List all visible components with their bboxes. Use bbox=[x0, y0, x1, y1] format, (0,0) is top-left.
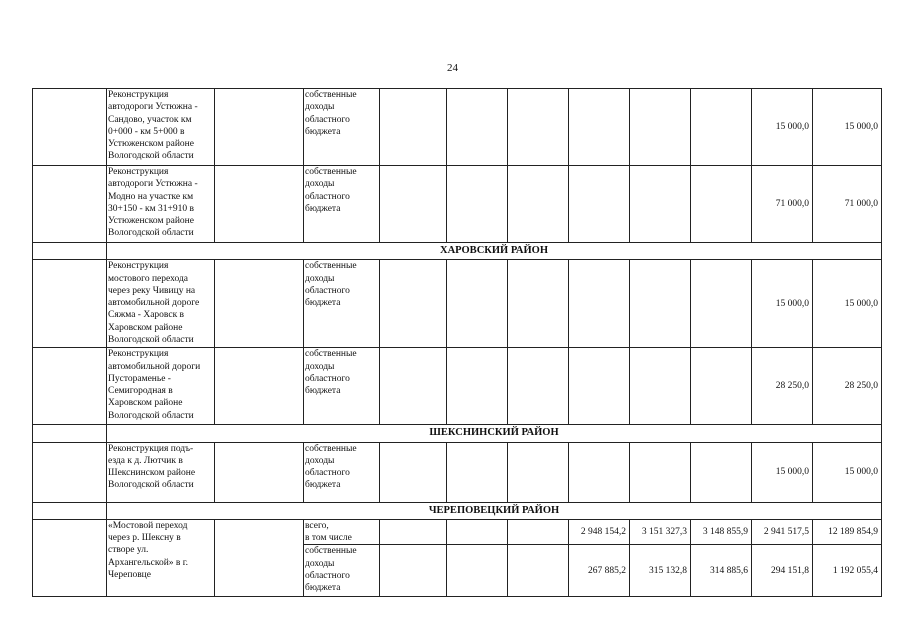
year-value-cell bbox=[691, 166, 752, 243]
funding-source-cell: всего, в том числе bbox=[304, 519, 380, 545]
empty-cell bbox=[447, 260, 508, 348]
funding-source-cell: собственные доходы областного бюджета bbox=[304, 166, 380, 243]
year-value-cell bbox=[691, 260, 752, 348]
empty-cell bbox=[33, 502, 107, 519]
object-name-cell: Реконструкция автомобильной дороги Пустораменье - Семигородная в Харовском районе Вологодской области bbox=[107, 348, 215, 425]
section-row bbox=[33, 243, 882, 260]
table-row bbox=[33, 519, 882, 545]
total-value-cell: 28 250,0 bbox=[813, 348, 882, 425]
year-value-cell: 15 000,0 bbox=[752, 260, 813, 348]
empty-cell bbox=[380, 89, 447, 166]
funding-source-cell: собственные доходы областного бюджета bbox=[304, 260, 380, 348]
table-row bbox=[33, 166, 882, 243]
year-value-cell bbox=[630, 442, 691, 502]
total-value-cell: 15 000,0 bbox=[813, 442, 882, 502]
total-value-cell: 71 000,0 bbox=[813, 166, 882, 243]
empty-cell bbox=[33, 260, 107, 348]
empty-cell bbox=[33, 89, 107, 166]
year-value-cell bbox=[691, 442, 752, 502]
empty-cell bbox=[447, 89, 508, 166]
year-value-cell bbox=[691, 89, 752, 166]
year-value-cell: 294 151,8 bbox=[752, 545, 813, 597]
empty-cell bbox=[447, 442, 508, 502]
total-value-cell: 1 192 055,4 bbox=[813, 545, 882, 597]
object-name-cell: «Мостовой переход через р. Шексну в створе ул. Архангельской» в г. Череповце bbox=[107, 519, 215, 597]
year-value-cell bbox=[569, 166, 630, 243]
year-value-cell bbox=[569, 89, 630, 166]
object-name-cell: Реконструкция подъ- езда к д. Лютчик в Шекснинском районе Вологодской области bbox=[107, 442, 215, 502]
year-value-cell bbox=[630, 260, 691, 348]
year-value-cell: 315 132,8 bbox=[630, 545, 691, 597]
empty-cell bbox=[380, 348, 447, 425]
empty-cell bbox=[508, 519, 569, 545]
table-row bbox=[33, 442, 882, 502]
empty-cell bbox=[33, 442, 107, 502]
table-row bbox=[33, 260, 882, 348]
empty-cell bbox=[380, 442, 447, 502]
section-row bbox=[33, 425, 882, 442]
year-value-cell bbox=[508, 260, 569, 348]
year-value-cell bbox=[630, 89, 691, 166]
empty-cell bbox=[380, 166, 447, 243]
year-value-cell: 2 948 154,2 bbox=[569, 519, 630, 545]
table-row bbox=[33, 89, 882, 166]
year-value-cell bbox=[569, 348, 630, 425]
empty-cell bbox=[215, 442, 304, 502]
empty-cell bbox=[33, 425, 107, 442]
empty-cell bbox=[447, 166, 508, 243]
year-value-cell bbox=[630, 166, 691, 243]
year-value-cell bbox=[569, 442, 630, 502]
year-value-cell: 267 885,2 bbox=[569, 545, 630, 597]
empty-cell bbox=[215, 519, 304, 597]
year-value-cell: 3 151 327,3 bbox=[630, 519, 691, 545]
empty-cell bbox=[33, 519, 107, 597]
empty-cell bbox=[215, 89, 304, 166]
budget-table bbox=[32, 88, 882, 597]
empty-cell bbox=[33, 243, 107, 260]
empty-cell bbox=[447, 519, 508, 545]
section-header: ШЕКСНИНСКИЙ РАЙОН bbox=[107, 425, 882, 442]
year-value-cell: 314 885,6 bbox=[691, 545, 752, 597]
year-value-cell: 3 148 855,9 bbox=[691, 519, 752, 545]
section-header: ХАРОВСКИЙ РАЙОН bbox=[107, 243, 882, 260]
year-value-cell bbox=[569, 260, 630, 348]
total-value-cell: 15 000,0 bbox=[813, 89, 882, 166]
empty-cell bbox=[215, 348, 304, 425]
year-value-cell: 15 000,0 bbox=[752, 89, 813, 166]
section-header: ЧЕРЕПОВЕЦКИЙ РАЙОН bbox=[107, 502, 882, 519]
funding-source-cell: собственные доходы областного бюджета bbox=[304, 89, 380, 166]
empty-cell bbox=[33, 166, 107, 243]
table-row bbox=[33, 348, 882, 425]
year-value-cell bbox=[508, 166, 569, 243]
funding-source-cell: собственные доходы областного бюджета bbox=[304, 545, 380, 597]
year-value-cell bbox=[508, 442, 569, 502]
funding-source-cell: собственные доходы областного бюджета bbox=[304, 442, 380, 502]
empty-cell bbox=[380, 519, 447, 545]
page-number: 24 bbox=[447, 62, 458, 74]
year-value-cell bbox=[508, 348, 569, 425]
object-name-cell: Реконструкция мостового перехода через реку Чивицу на автомобильной дороге Сяжма - Харовск в Харовском районе Вологодской области bbox=[107, 260, 215, 348]
object-name-cell: Реконструкция автодороги Устюжна - Модно на участке км 30+150 - км 31+910 в Устюженском районе Вологодской области bbox=[107, 166, 215, 243]
empty-cell bbox=[508, 545, 569, 597]
year-value-cell bbox=[630, 348, 691, 425]
year-value-cell: 28 250,0 bbox=[752, 348, 813, 425]
empty-cell bbox=[215, 260, 304, 348]
year-value-cell: 71 000,0 bbox=[752, 166, 813, 243]
empty-cell bbox=[447, 348, 508, 425]
total-value-cell: 15 000,0 bbox=[813, 260, 882, 348]
funding-source-cell: собственные доходы областного бюджета bbox=[304, 348, 380, 425]
empty-cell bbox=[215, 166, 304, 243]
year-value-cell: 2 941 517,5 bbox=[752, 519, 813, 545]
year-value-cell bbox=[508, 89, 569, 166]
object-name-cell: Реконструкция автодороги Устюжна - Сандово, участок км 0+000 - км 5+000 в Устюженском районе Вологодской области bbox=[107, 89, 215, 166]
year-value-cell: 15 000,0 bbox=[752, 442, 813, 502]
year-value-cell bbox=[691, 348, 752, 425]
empty-cell bbox=[380, 545, 447, 597]
section-row bbox=[33, 502, 882, 519]
empty-cell bbox=[447, 545, 508, 597]
empty-cell bbox=[33, 348, 107, 425]
empty-cell bbox=[380, 260, 447, 348]
total-value-cell: 12 189 854,9 bbox=[813, 519, 882, 545]
